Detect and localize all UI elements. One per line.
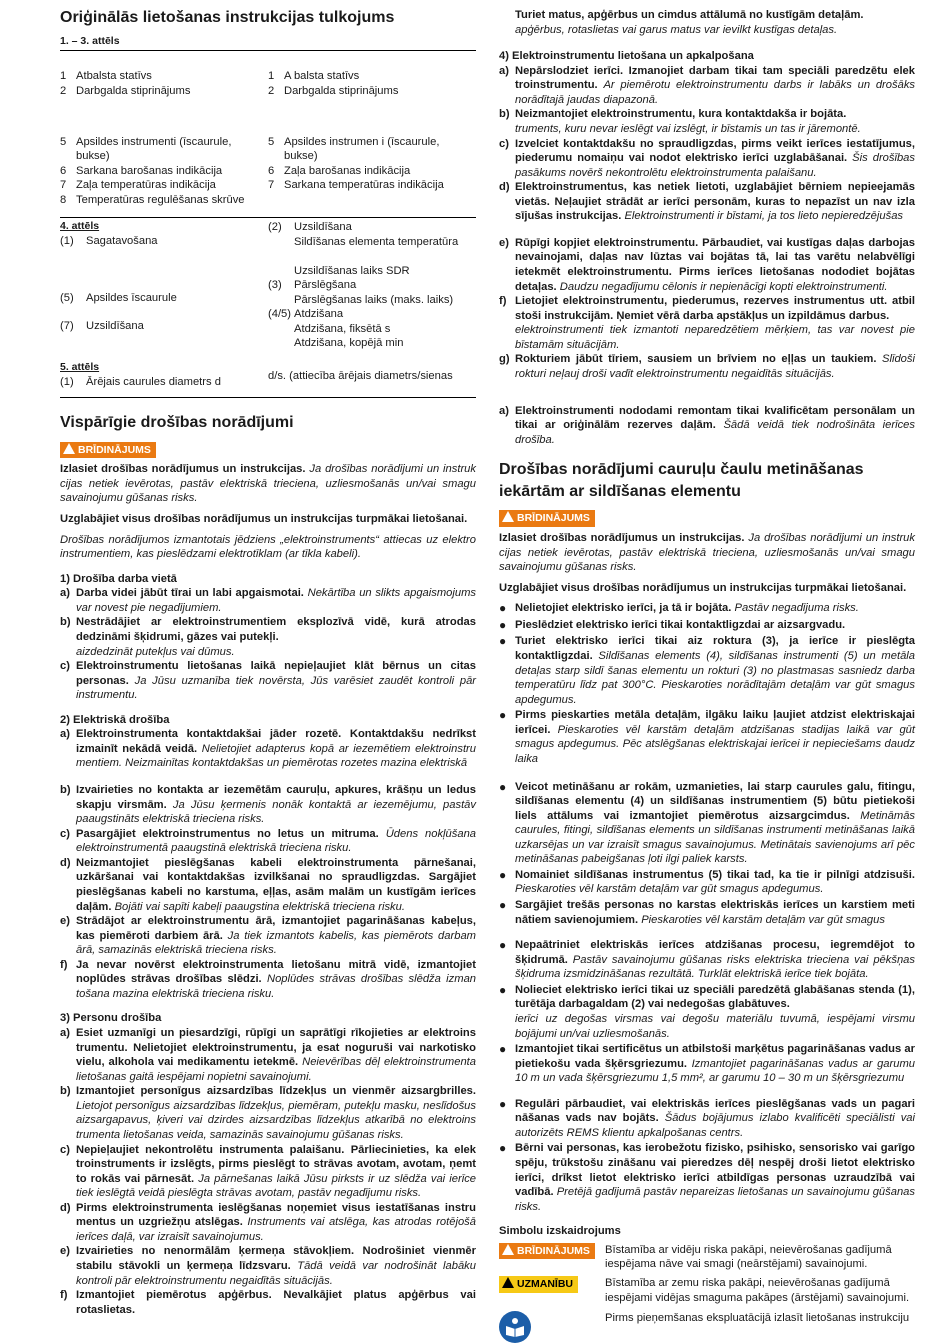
list-item: 1 A balsta statīvs: [268, 70, 360, 83]
warning-triangle-icon: [502, 1244, 514, 1255]
warning-badge: BRĪDINĀJUMS: [60, 442, 156, 459]
list-item: ● Nolieciet elektrisko ierīci tikai uz speciāli paredzētā glabāšanas stenda (1), turētāja darbagaldam (2) vai nedegošas glabātuves. ierīci uz degošas virsmas vai degošu materiālu tuvumā, iespējami virsmu bojājumi un/vai uzliesmošanās.: [499, 982, 915, 1040]
fig4-legend: 4. attēls (1) Sagatavošana (5) Apsildes īscaurule (7) Uzsildīšana (2) Uzsildīšana Sildīšanas elementa temperatūra Uzsildīšanas laiks SDR (3) Pārslēgšana Pārslēgšanas laiks (maks. laiks) (4/5) Atdzišana Atdzišana, fiksētā s Atdzišana, kopējā min: [60, 220, 459, 350]
list-item: ● Nepaātriniet elektriskās ierīces atdzišanas procesu, iegremdējot to šķidrumā. Pastāv savainojumu gūšanas risks elektriska trieciena vai pēkšņas šķidruma izsmidzināšanas rezultātā. Turklāt elektriskā ierīce tiek bojāta.: [499, 938, 915, 981]
fig13-col1: [60, 69, 268, 207]
fig5-legend: 5. attēls (1) Ārējais caurules diametrs d d/s. (attiecība ārējais diametrs/sienas: [60, 360, 453, 388]
list-item: ● Regulāri pārbaudiet, vai elektriskās ierīces pieslēgšanas vads un pagari nāšanas vads nav bojāts. Šādus bojājumus izlabo kvalificēti speciālisti vai autorizēts REMS klientu apkalpošanas centrs.: [499, 1096, 916, 1139]
symbol-row-caution: UZMANĪBU Bīstamība ar zemu riska pakāpi, neievērošanas gadījumā iespējami vidējas smaguma pakāpes (ārstējami) savainojumi.: [499, 1276, 915, 1305]
list-item: ● Turiet elektrisko ierīci tikai aiz roktura (3), ja ierīce ir pieslēgta kontaktligzdai. Sildīšanas elements (4), sildīšanas instrumenti (5) un metāla detaļas starp sildī šanas elementu un rokturi (3) no plastmasas sasniedz darba temperatūru līdz pat 300°C. Pieskaroties norādītajām detaļām var gūt smagus apdegumus.: [499, 634, 915, 706]
list-item: 8 Temperatūras regulēšanas skrūve: [60, 193, 245, 206]
list-item: ● Izmantojiet tikai sertificētus un atbilstoši marķētus pagarināšanas vadus ar pietiekošu vada šķērsgriezumu. Izmantojiet pagarināšanas vadus ar garumu 10 m un vada šķērsgriezumu 1,5 mm², ar garumu 10 – 30 m un šķērsgriezumu: [499, 1042, 916, 1085]
list-item: 6 Zaļa barošanas indikācija: [268, 164, 411, 177]
fig13-col2: [268, 69, 476, 207]
list-item: 2 Darbgalda stiprinājums: [268, 85, 399, 97]
symbol-row-warning: BRĪDINĀJUMS Bīstamība ar vidēju riska pakāpi, neievērošanas gadījumā iespējama nāve vai smagi (neārstējami) savainojumi.: [499, 1243, 915, 1272]
list-item: ● Nelietojiet elektrisko ierīci, ja tā ir bojāta. Pastāv negadījuma risks.: [499, 601, 859, 616]
list-item: 7 Sarkana temperatūras indikācija: [268, 179, 444, 192]
warning-badge: BRĪDINĀJUMS: [499, 1243, 595, 1260]
list-item: ● Pirms pieskarties metāla detaļām, ilgāku laiku ļaujiet atdzist elektriskajai ierīcei. Pieskaroties vēl karstām detaļām atdzišanas stadijas laikā var gūt smagus apdegumus. Pēc atslēgšanas elektriskajai ierīcei ir nepieciešams daudz laika: [499, 708, 915, 765]
list-item: 5 Apsildes instrumen i (īscaurule, bukse): [268, 135, 440, 163]
left-column: Oriģinālās lietošanas instrukcijas tulkojums 1. – 3. attēls 1 Atbalsta statīvs 2 Darbgalda stiprinājums 5 Apsildes instrumenti (īscaurule, bukse) 6 Sarkana barošanas indikācija 7 Zaļa temperatūras indikācija 8 Temperatūras regulēšanas skrūve 1 A balsta statīvs 2 Darbgalda stiprinājums 5 Apsildes instrumen i (īscaurule, bukse) 6 Zaļa barošanas indikācija 7 Sarkana temperatūras indikācija 4. attēls (1) Sagatavošana (5) Apsildes īscaurule (7) Uzsildīšana (2) Uzsildīšana Sildīšanas elementa temperatūra Uzsildīšanas laiks SDR (3) Pārslēgšana Pārslēgšanas laiks (maks. laiks) (4/5) Atdzišana Atdzišana, fiksētā s Atdzišana, kopējā min 5. attēls (1) Ārējais caurules diametrs d d/s. (attiecība ārējais diametrs/sienas Vispārīgie drošības norādījumi BRĪDINĀJUMS Izlasiet drošības norādījumus un instrukcijas. Ja drošības norādījumi un instruk cijas netiek ievērotas, pastāv elektriskā trieciena, uzliesmošanās un/vai smagu savainojumu gūšanas risks. Uzglabājiet visus drošības norādījumus un instrukcijas turpmākai lietošanai. Drošības norādījumos izmantotais jēdziens „elektroinstruments“ attiecas uz elektro instrumentiem, kas pieslēdzami elektrotīklam (ar tīkla kabeli). 1) Drošība darba vietā a) Darba videi jābūt tīrai un labi apgaismotai. Nekārtība un slikts apgaismojums var novest pie negadījumiem. b) Nestrādājiet ar elektroinstrumentiem eksplozīvā vidē, kurā atrodas dedzināmi šķidrumi, gāzes vai putekļi. aizdedzināt putekļus vai dūmus. c) Elektroinstrumentu lietošanas laikā nepieļaujiet klāt bērnus un citas personas. Ja Jūsu uzmanība tiek novērsta, Jūs varēsiet zaudēt kontroli pār instrumentu. 2) Elektriskā drošība a) Elektroinstrumenta kontaktdakšai jāder rozetē. Kontaktdakšu nedrīkst izmainīt nekādā veidā. Nelietojiet adapterus kopā ar iezemētiem elektroinstru mentiem. Neizmainītas kontaktdakšas un piemērotas rozetes mazina elektriskā b) Izvairieties no kontakta ar iezemētām cauruļu, apkures, krāšņu un ledus skapju virsmām. Ja Jūsu ķermenis nonāk kontaktā ar iezemējumu, pastāv paaugstināts elektriskā trieciena risks. c) Pasargājiet elektroinstrumentus no letus un mitruma. Ūdens nokļūšana elektroinstrumentā paaugstinā elektriskā trieciena risku. d) Neizmantojiet pieslēgšanas kabeli elektroinstrumenta pārnešanai, uzkāršanai vai kontaktdakšas izvilkšanai no spraudligzdas. Sargājiet pieslēgšanas kabeli no karstuma, eļļas, asām malām un kustīgām ierīces daļām. Bojāti vai sapīti kabeļi paaugstina elektriskā trieciena risku. e) Strādājot ar elektroinstrumentu ārā, izmantojiet pagarināšanas kabeļus, kas piemēroti darbiem ārā. Ja tiek izmantots kabelis, kas piemērots darbam ārā, samazinās elektriskā trieciena risks. f) Ja nevar novērst elektroinstrumenta lietošanu mitrā vidē, izmantojiet noplūdes strāvas drošības slēdzi. Noplūdes strāvas drošības slēdža izman tošana mazina elektriskā trieciena risku. 3) Personu drošība a) Esiet uzmanīgi un piesardzīgi, rūpīgi un saprātīgi rīkojieties ar elektroins trumentu. Nelietojiet elektroinstrumentu, ja esat noguruši vai narkotisko vielu, alkohola vai medikamentu ietekmē. Neievērības dēļ elektroinstrumenta lietošanas gaitā iespējami nopietni savainojumi. b) Izmantojiet personīgus aizsardzības līdzekļus un vienmēr aizsargbrilles. Lietojot personīgus aizsardzības līdzekļus, piemēram, putekļu masku, neslīdošus aizsargapavus, ķiveri vai dzirdes aizsardzības līdzekļus atkarībā no elektroins trumenta lietošanas veida, samazinās savainojumu gūšanas risks. c) Nepieļaujiet nekontrolētu instrumenta palaišanu. Pārliecinieties, ka elek troinstruments ir izslēgts, pirms pieslēgt to strāvas avotam, avotam, ņemt to rokās vai pārnesāt. Ja pārnešanas laikā Jūsu pirksts ir uz slēdža vai ierīce tiek ieslēgtā veidā pieslēgta strāvas avotam, pastāv negadījumu risks. d) Pirms elektroinstrumenta ieslēgšanas noņemiet visus iestatīšanas instru mentus un uzgriežņu atslēgas. Instruments vai atslēga, kas atrodas rotējošā ierīces daļā, var izraisīt savainojumus. e) Izvairieties no nenormālām ķermeņa stāvokļiem. Nodrošiniet vienmēr stabilu stāvokli un ķermeņa līdzsvaru. Tādā veidā var nodrošināt labāku kontroli pār elektroinstrumentu negaidītās situācijās. f) Izmantojiet piemērotus apģērbus. Nevalkājiet platus apģērbus vai rotaslietas.: [60, 9, 477, 1316]
caution-badge: UZMANĪBU: [499, 1276, 578, 1293]
general-safety-title: Vispārīgie drošības norādījumi: [60, 414, 294, 432]
fig4-heading: 4. attēls: [60, 220, 100, 233]
fig13-heading: 1. – 3. attēls: [60, 35, 476, 52]
caution-triangle-icon: [502, 1277, 514, 1288]
list-item: ● Bērni vai personas, kas ierobežotu fizisko, psihisko, sensorisko vai garīgo spēju, trūkstošu zināšanu vai pieredzes dēļ nespēj droši lietot elektrisko ierīci, drīkst lietot elektrisko ierīci atbildīgas personas uzraudzībā vai vadībā. Pretējā gadījumā pastāv nepareizas lietošanas un savainojumu gūšanas risks.: [499, 1141, 915, 1213]
welding-safety-title: Drošības norādījumi cauruļu čaulu metināšanas iekārtām ar sildīšanas elementu: [499, 461, 864, 500]
list-item: ● Nomainiet sildīšanas instrumentus (5) tikai tad, ka tie ir pilnīgi atdzisuši. Pieskaroties vēl karstām detaļām var gūt smagus apdegumus.: [499, 867, 915, 896]
list-item: ● Sargājiet trešās personas no karstas elektriskās ierīces un karstiem meti nātiem savienojumiem. Pieskaroties vēl karstām detaļām var gūt smagus: [499, 898, 915, 926]
symbol-row-read-manual: Pirms pieņemšanas ekspluatācijā izlasīt lietošanas instrukciju: [499, 1311, 915, 1343]
list-item: ● Veicot metināšanu ar rokām, uzmanieties, lai starp caurules galu, fitingu, sildīšanas elementu (4) un sildīšanas instrumentiem (5) būtu pietiekoši liels attālums vai izmantojiet piemērotus aizsargcimdus. Metināmās caurules, fitingi, sildīšanas elements un sildīšanas instrumenti metināšanas laikā uzkarsējas un var izraisīt smagus savainojumus. Metinātais savienojums arī pēc metināšanas pabeigšanas ļoti ilgi paliek karsts.: [499, 779, 916, 866]
list-item: 1 Atbalsta statīvs: [60, 70, 152, 83]
list-item: 5 Apsildes instrumenti (īscaurule, bukse): [60, 135, 232, 163]
list-item: 7 Zaļa temperatūras indikācija: [60, 179, 216, 192]
fig13-legend: [60, 69, 476, 207]
warning-triangle-icon: [502, 511, 514, 522]
list-item: 2 Darbgalda stiprinājums: [60, 85, 191, 97]
warning-badge: BRĪDINĀJUMS: [499, 510, 595, 527]
warning-triangle-icon: [63, 443, 75, 454]
list-item: 6 Sarkana barošanas indikācija: [60, 164, 223, 177]
read-manual-icon: [499, 1311, 531, 1343]
fig5-heading: 5. attēls: [60, 360, 100, 373]
page-title: Oriģinālās lietošanas instrukcijas tulkojums: [60, 9, 395, 26]
right-column: Turiet matus, apģērbus un cimdus attālumā no kustīgām detaļām. apģērbus, rotaslietas vai garus matus var ievilkt kustīgas detaļas. 4) Elektroinstrumentu lietošana un apkalpošana a) Nepārslodziet ierīci. Izmanojiet darbam tikai tam speciāli paredzētu elek troinstrumentu. Ar piemērotu elektroinstrumentu darbs ir labāks un drošāks norādītajā jaudas diapazonā. b) Neizmantojiet elektroinstrumentu, kura kontaktdakša ir bojāta. truments, kuru nevar ieslēgt vai izslēgt, ir bīstamis un tas ir jāremontē. c) Izvelciet kontaktdakšu no spraudligzdas, pirms veikt ierīces iestatījumus, piederumu nomaiņu vai nodot elektrisko ierīci uzglabāšanai. Šis drošības pasākums novērš nekontrolētu elektroinstrumenta palaišanu. d) Elektroinstrumentus, kas netiek lietoti, uzglabājiet bērniem nepieejamās vietās. Neļaujiet strādāt ar ierīci personām, kuras to nepazīst un nav izla sījušas instrukcijas. Elektroinstrumenti ir bīstami, ja tos lieto nepieredzējušas e) Rūpīgi kopjiet elektroinstrumentu. Pārbaudiet, vai kustīgas daļas darbojas nevainojami, daļas nav lūztas vai bojātas tā, lai tas varētu nelabvēlīgi ietekmēt elektroinstrumentu. Pirms ierīces lietošanas nododiet bojātas detaļas. Daudzu negadījumu cēlonis ir nepienācīgi kopti elektroinstrumenti. f) Lietojiet elektroinstrumentu, piederumus, rezerves instrumentus utt. atbil stoši instrukcijām. Ņemiet vērā darba apstākļus un izpildāmus darbus. elektroinstrumenti tiek izmantoti neparedzētiem mērķiem, tas var novest pie bīstamām situācijām. g) Rokturiem jābūt tīriem, sausiem un brīviem no eļļas un taukiem. Slīdoši rokturi neļauj droši vadīt elektroinstrumentu negaidītās situācijās. a) Elektroinstrumenti nododami remontam tikai kvalificētam personālam un tikai ar oriģinālām rezerves daļām. Šādā veidā tiek nodrošināta ierīces drošība. Drošības norādījumi cauruļu čaulu metināšanas iekārtām ar sildīšanas elementu BRĪDINĀJUMS Izlasiet drošības norādījumus un instrukcijas. Ja drošības norādījumi un instruk cijas netiek ievērotas, pastāv elektriskā trieciena, uzliesmošanās un/vai smagu savainojumu gūšanas risks. Uzglabājiet visus drošības norādījumus un instrukcijas turpmākai lietošanai. ● Nelietojiet elektrisko ierīci, ja tā ir bojāta. Pastāv negadījuma risks. ● Pieslēdziet elektrisko ierīci tikai kontaktligzdai ar aizsargvadu. ● Turiet elektrisko ierīci tikai aiz roktura (3), ja ierīce ir pieslēgta kontaktligzdai. Sildīšanas elements (4), sildīšanas instrumenti (5) un metāla detaļas starp sildī šanas elementu un rokturi (3) no plastmasas sasniedz darba temperatūru līdz pat 300°C. Pieskaroties norādītajām detaļām var gūt smagus apdegumus. ● Pirms pieskarties metāla detaļām, ilgāku laiku ļaujiet atdzist elektriskajai ierīcei. Pieskaroties vēl karstām detaļām atdzišanas stadijas laikā var gūt smagus apdegumus. Pēc atslēgšanas elektriskajai ierīcei ir nepieciešams daudz laika ● Veicot metināšanu ar rokām, uzmanieties, lai starp caurules galu, fitingu, sildīšanas elementu (4) un sildīšanas instrumentiem (5) būtu pietiekoši liels attālums vai izmantojiet piemērotus aizsargcimdus. Metināmās caurules, fitingi, sildīšanas elements un sildīšanas instrumenti metināšanas laikā uzkarsējas un var izraisīt smagus savainojumus. Metinātais savienojums arī pēc metināšanas pabeigšanas ļoti ilgi paliek karsts. ● Nomainiet sildīšanas instrumentus (5) tikai tad, ka tie ir pilnīgi atdzisuši. Pieskaroties vēl karstām detaļām var gūt smagus apdegumus. ● Sargājiet trešās personas no karstas elektriskās ierīces un karstiem meti nātiem savienojumiem. Pieskaroties vēl karstām detaļām var gūt smagus ● Nepaātriniet elektriskās ierīces atdzišanas procesu, iegremdējot to šķidrumā. Pastāv savainojumu gūšanas risks elektriska trieciena vai pēkšņas šķidruma izsmidzināšanas rezultātā. Turklāt elektriskā ierīce tiek bojāta. ● Nolieciet elektrisko ierīci tikai uz speciāli paredzētā glabāšanas stenda (1), turētāja darbagaldam (2) vai nedegošas glabātuves. ierīci uz degošas virsmas vai degošu materiālu tuvumā, iespējami virsmu bojājumi un/vai uzliesmošanās. ● Izmantojiet tikai sertificētus un atbilstoši marķētus pagarināšanas vadus ar pietiekošu vada šķērsgriezumu. Izmantojiet pagarināšanas vadus ar garumu 10 m un vada šķērsgriezumu 1,5 mm², ar garumu 10 – 30 m un šķērsgriezumu ● Regulāri pārbaudiet, vai elektriskās ierīces pieslēgšanas vads un pagari nāšanas vads nav bojāts. Šādus bojājumus izlabo kvalificēti speciālisti vai autorizēts REMS klientu apkalpošanas centrs. ● Bērni vai personas, kas ierobežotu fizisko, psihisko, sensorisko vai garīgo spēju, trūkstošu zināšanu vai pieredzes dēļ nespēj droši lietot elektrisko ierīci, drīkst lietot elektrisko ierīci atbildīgas personas uzraudzībā vai vadībā. Pretējā gadījumā pastāv nepareizas lietošanas un savainojumu gūšanas risks. Simbolu izskaidrojums BRĪDINĀJUMS Bīstamība ar vidēju riska pakāpi, neievērošanas gadījumā iespējama nāve vai smagi (neārstējami) savainojumi. UZMANĪBU Bīstamība ar zemu riska pakāpi, neievērošanas gadījumā iespējami vidējas smaguma pakāpes (ārstējami) savainojumi. Pirms pieņemšanas ekspluatācijā izlasīt lietošanas instrukciju: [499, 6, 915, 1343]
symbols-title: Simbolu izskaidrojums: [499, 1225, 621, 1238]
list-item: ● Pieslēdziet elektrisko ierīci tikai kontaktligzdai ar aizsargvadu.: [499, 617, 846, 632]
